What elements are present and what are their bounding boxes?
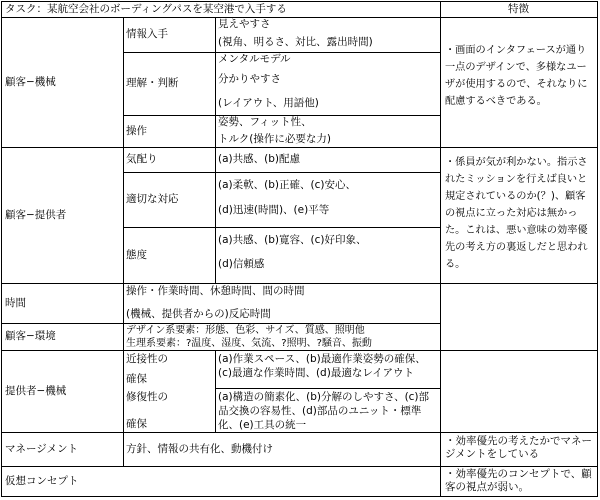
- item-text: (a)構造の簡素化、(b)分解のしやすさ、(c)部品交換の容易性、(d)部品のユニット・標準化、(e)工具の統一: [218, 391, 430, 431]
- detail-line: (機械、提供者からの)反応時間: [126, 308, 271, 320]
- item-text-line: 分かりやすさ: [218, 73, 281, 85]
- col-divider-3: [440, 2, 441, 350]
- item-text-line: トルク(操作に必要な力): [218, 133, 331, 145]
- item-label: 近接性の: [126, 353, 168, 365]
- item-text-line: (視角、明るさ、対比、露出時間): [218, 36, 373, 48]
- item-text-line: (d)信頼感: [218, 258, 265, 270]
- detail-line: 操作・作業時間、休憩時間、間の時間: [126, 285, 305, 297]
- feature-note: ・効率優先の考えたかでマネージメントをしている: [445, 435, 592, 460]
- group-label: 顧客−環境: [5, 330, 56, 342]
- group-label: マネージメント: [5, 442, 78, 455]
- group-label: 顧客−機械: [5, 75, 56, 88]
- detail-line: 生理系要素：?温度、湿度、気流、?照明、?騒音、振動: [126, 338, 372, 349]
- col-divider-10: [440, 432, 441, 497]
- detail-line: デザイン系要素：形態、色彩、サイズ、質感、照明他: [126, 325, 365, 336]
- detail-text: 方針、情報の共有化、動機付け: [126, 442, 273, 455]
- group-label: 仮想コンセプト: [5, 475, 79, 487]
- item-label: 操作: [126, 124, 147, 137]
- item-label: 情報入手: [126, 28, 168, 40]
- col-divider-8: [440, 350, 441, 432]
- feature-note: ・係員が気が利かない。指示されたミッションを行えば良いと規定されているのか(？)、顧客の視点に立った対応は無かった。これは、悪い意味の効率優先の考え方の裏返しだと思われる。: [445, 157, 588, 270]
- item-label: 理解・判断: [126, 77, 179, 89]
- item-label: 適切な対応: [126, 193, 179, 205]
- item-label: 修復性の: [126, 391, 168, 403]
- item-text-line: (a)共感、(b)配慮: [218, 153, 300, 165]
- evaluation-table: [1, 1, 598, 497]
- group-label: 提供者−機械: [5, 384, 67, 397]
- item-label: 態度: [126, 248, 147, 261]
- item-text-line: (a)柔軟、(b)正確、(c)安心、: [218, 179, 356, 191]
- item-text-line: (a)共感、(b)寛容、(c)好印象、: [218, 234, 367, 246]
- item-label: 確保: [126, 373, 147, 385]
- item-text-line: 姿勢、フィット性、: [218, 116, 312, 128]
- feature-note: ・効率優先のコンセプトで、顧客の視点が弱い。: [445, 468, 592, 493]
- feature-note: ・画面のインタフェースが通り一点のデザインで、多様なユーザが使用するので、それなりに配慮するべきである。: [445, 45, 588, 107]
- item-text-line: (d)迅速(時間)、(e)平等: [218, 204, 330, 216]
- item-text-line: メンタルモデル: [218, 53, 291, 65]
- group-label: 顧客−提供者: [5, 208, 67, 221]
- item-label: 確保: [126, 418, 147, 430]
- item-text-line: 見えやすさ: [218, 18, 271, 30]
- item-text-line: (レイアウト、用語他): [218, 97, 319, 109]
- item-label: 気配り: [126, 153, 158, 165]
- group-label: 時間: [5, 296, 26, 309]
- header-task: タスク：某航空会社のボーディングパスを某空港で入手する: [5, 3, 287, 15]
- item-text: (a)作業スペース、(b)最適作業姿勢の確保、(c)最適な作業時間、(d)最適なレイアウト: [218, 353, 426, 379]
- header-feature: 特徴: [508, 3, 529, 15]
